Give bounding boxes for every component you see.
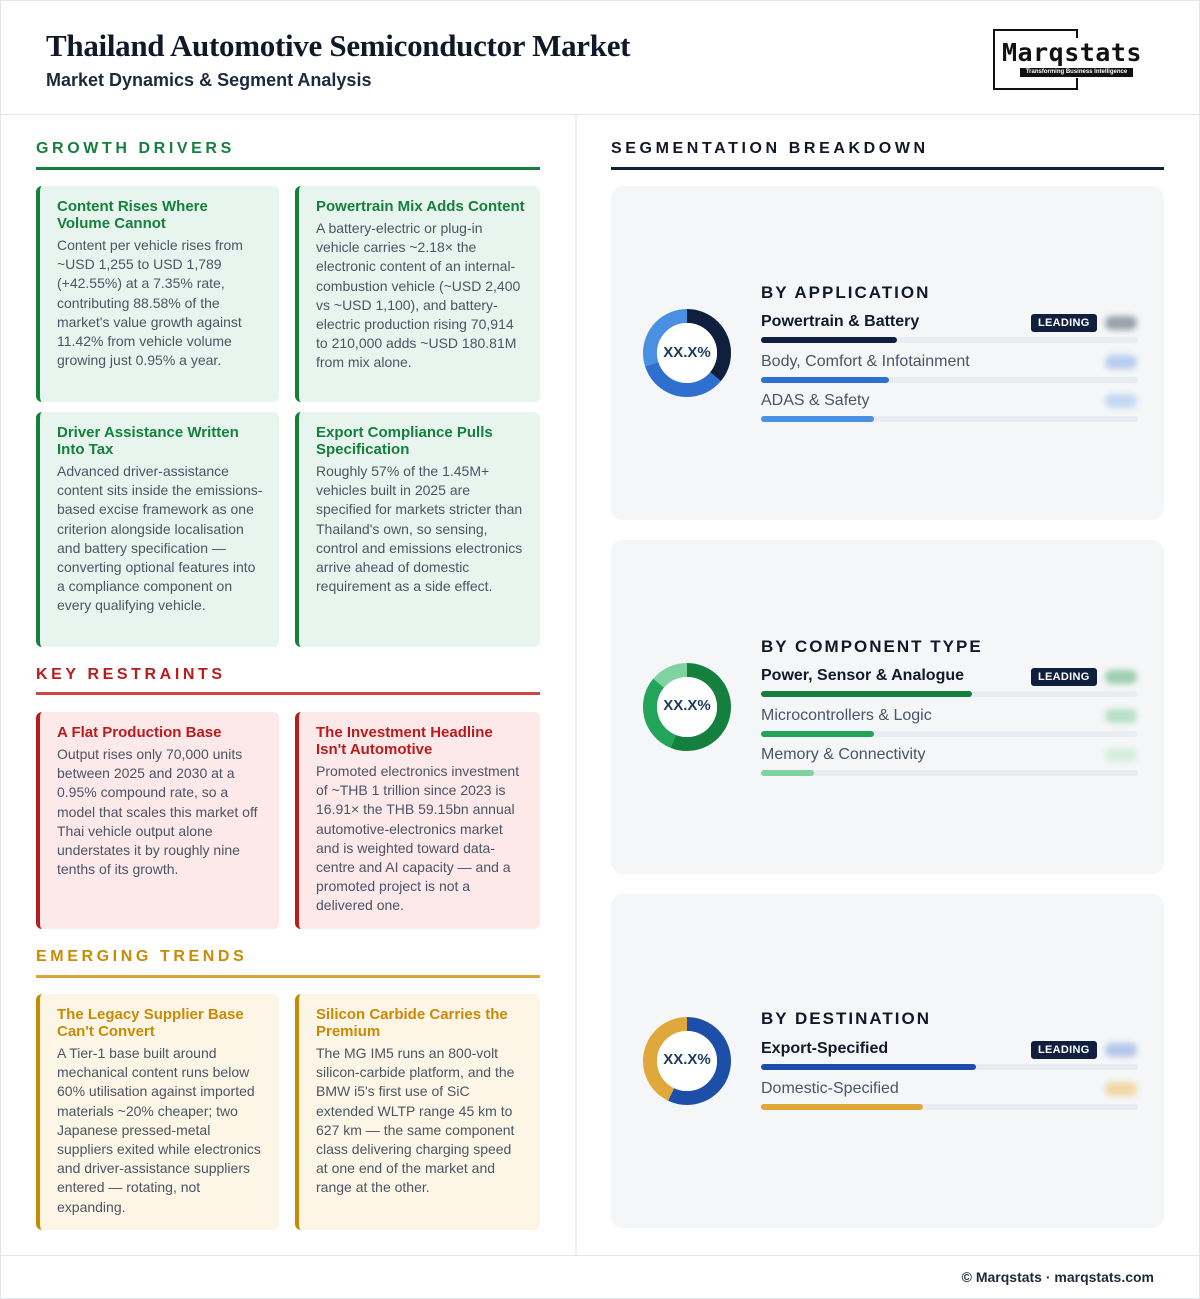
share-bar-fill <box>761 1104 923 1110</box>
segment-panel-component-type <box>611 540 1164 874</box>
growth-drivers-heading: GROWTH DRIVERS <box>36 140 235 157</box>
footer-divider <box>0 1255 1200 1256</box>
segment-panel-application <box>611 186 1164 520</box>
leading-badge: LEADING <box>1031 314 1097 332</box>
emerging-trends-rule <box>36 975 540 978</box>
card-body: A Tier-1 base built around mechanical content runs below 60% utilisation against imported materials ~20% cheaper; two Japanese pressed-metal suppliers exited while electronics and driver-assistance suppliers entered — rotating, not expanding. <box>57 1045 261 1215</box>
logo-tagline: Transforming Business Intelligence <box>1020 68 1133 77</box>
share-bar-track <box>761 377 1138 383</box>
column-divider <box>575 115 577 1255</box>
blurred-value <box>1105 670 1137 684</box>
card-title: Powertrain Mix Adds Content <box>316 198 525 215</box>
donut-center-label: XX.X% <box>663 697 711 714</box>
blurred-value <box>1105 316 1137 330</box>
blurred-value <box>1105 1082 1137 1096</box>
share-bar-track <box>761 1104 1138 1110</box>
share-bar-track <box>761 1064 1138 1070</box>
segment-row-label: Memory & Connectivity <box>761 746 926 763</box>
driver-card <box>36 412 279 647</box>
logo-wordmark[interactable]: Marqstats <box>1002 38 1142 67</box>
logo-frame-edge-bottom <box>1076 78 1078 90</box>
card-title: A Flat Production Base <box>57 724 222 741</box>
share-bar-fill <box>761 770 814 776</box>
blurred-value <box>1105 1043 1137 1057</box>
blurred-value <box>1105 355 1137 369</box>
segment-row-label: Powertrain & Battery <box>761 313 920 330</box>
driver-card <box>295 186 540 402</box>
share-bar-fill <box>761 691 972 697</box>
leading-badge: LEADING <box>1031 668 1097 686</box>
driver-card <box>295 412 540 647</box>
share-bar-fill <box>761 377 889 383</box>
share-bar-track <box>761 770 1138 776</box>
segmentation-rule <box>611 167 1164 170</box>
card-title: The Investment Headline Isn't Automotive <box>316 724 493 758</box>
segment-row-label: Body, Comfort & Infotainment <box>761 353 970 370</box>
share-bar-track <box>761 416 1138 422</box>
trend-card <box>295 994 540 1230</box>
blurred-value <box>1105 394 1137 408</box>
emerging-trends-heading: EMERGING TRENDS <box>36 948 248 965</box>
share-bar-track <box>761 337 1138 343</box>
segment-title: BY APPLICATION <box>761 283 931 302</box>
segment-row-label: Power, Sensor & Analogue <box>761 667 965 684</box>
segment-row-label: ADAS & Safety <box>761 392 870 409</box>
card-title: Content Rises Where Volume Cannot <box>57 198 208 232</box>
blurred-value <box>1105 748 1137 762</box>
blurred-value <box>1105 709 1137 723</box>
key-restraints-rule <box>36 692 540 695</box>
segment-title: BY COMPONENT TYPE <box>761 637 983 656</box>
page-title: Thailand Automotive Semiconductor Market <box>46 28 631 63</box>
card-body: Output rises only 70,000 units between 2025 and 2030 at a 0.95% compound rate, so a model that scales this market off Thai vehicle output alone understates it by roughly nine tenths of its growth. <box>57 746 258 878</box>
card-title: The Legacy Supplier Base Can't Convert <box>57 1006 244 1040</box>
card-title: Export Compliance Pulls Specification <box>316 424 493 458</box>
segment-row-label: Domestic-Specified <box>761 1080 899 1097</box>
segment-panel-destination <box>611 894 1164 1228</box>
card-body: The MG IM5 runs an 800-volt silicon-carbide platform, and the BMW i5's first use of SiC extended WLTP range 45 km to 627 km — the same component class delivering charging speed at one end of the market and range at the other. <box>316 1045 515 1196</box>
card-title: Driver Assistance Written Into Tax <box>57 424 239 458</box>
share-bar-track <box>761 691 1138 697</box>
share-bar-fill <box>761 337 897 343</box>
share-bar-fill <box>761 731 874 737</box>
card-title: Silicon Carbide Carries the Premium <box>316 1006 508 1040</box>
card-body: Advanced driver-assistance content sits inside the emissions-based excise framework as one criterion alongside localisation and battery specification — converting optional features into a compliance component on every qualifying vehicle. <box>57 463 263 614</box>
card-body: Promoted electronics investment of ~THB 1 trillion since 2023 is 16.91× the THB 59.15bn annual automotive-electronics market and is weighted toward data-centre and AI capacity — and a promoted project is not a delivered one. <box>316 763 520 914</box>
key-restraints-heading: KEY RESTRAINTS <box>36 666 226 683</box>
trend-card <box>36 994 279 1230</box>
segment-row-label: Export-Specified <box>761 1040 889 1057</box>
share-bar-fill <box>761 1064 976 1070</box>
header <box>0 0 1200 115</box>
donut-center-label: XX.X% <box>663 1051 711 1068</box>
donut-center-label: XX.X% <box>663 344 711 361</box>
page-subtitle: Market Dynamics & Segment Analysis <box>46 70 372 90</box>
driver-card <box>36 186 279 402</box>
segment-title: BY DESTINATION <box>761 1009 931 1028</box>
restraint-card <box>36 712 279 929</box>
share-bar-track <box>761 731 1138 737</box>
leading-badge: LEADING <box>1031 1041 1097 1059</box>
restraint-card <box>295 712 540 929</box>
card-body: Roughly 57% of the 1.45M+ vehicles built in 2025 are specified for markets stricter than Thailand's own, so sensing, control and emissions electronics arrive ahead of domestic requirement as a side effect. <box>316 463 523 595</box>
segmentation-heading: SEGMENTATION BREAKDOWN <box>611 140 929 157</box>
footer-credit[interactable]: © Marqstats · marqstats.com <box>961 1269 1154 1285</box>
card-body: Content per vehicle rises from ~USD 1,255 to USD 1,789 (+42.55%) at a 7.35% rate, contributing 88.58% of the market's value growth against 11.42% from vehicle volume growing just 0.95% a year. <box>57 237 243 369</box>
segment-row-label: Microcontrollers & Logic <box>761 707 932 724</box>
growth-drivers-rule <box>36 167 540 170</box>
card-body: A battery-electric or plug-in vehicle carries ~2.18× the electronic content of an internal-combustion vehicle (~USD 2,400 vs ~USD 1,100), and battery-electric production rising 70,914 to 210,000 adds ~USD 180.81M from mix alone. <box>316 220 521 371</box>
share-bar-fill <box>761 416 874 422</box>
